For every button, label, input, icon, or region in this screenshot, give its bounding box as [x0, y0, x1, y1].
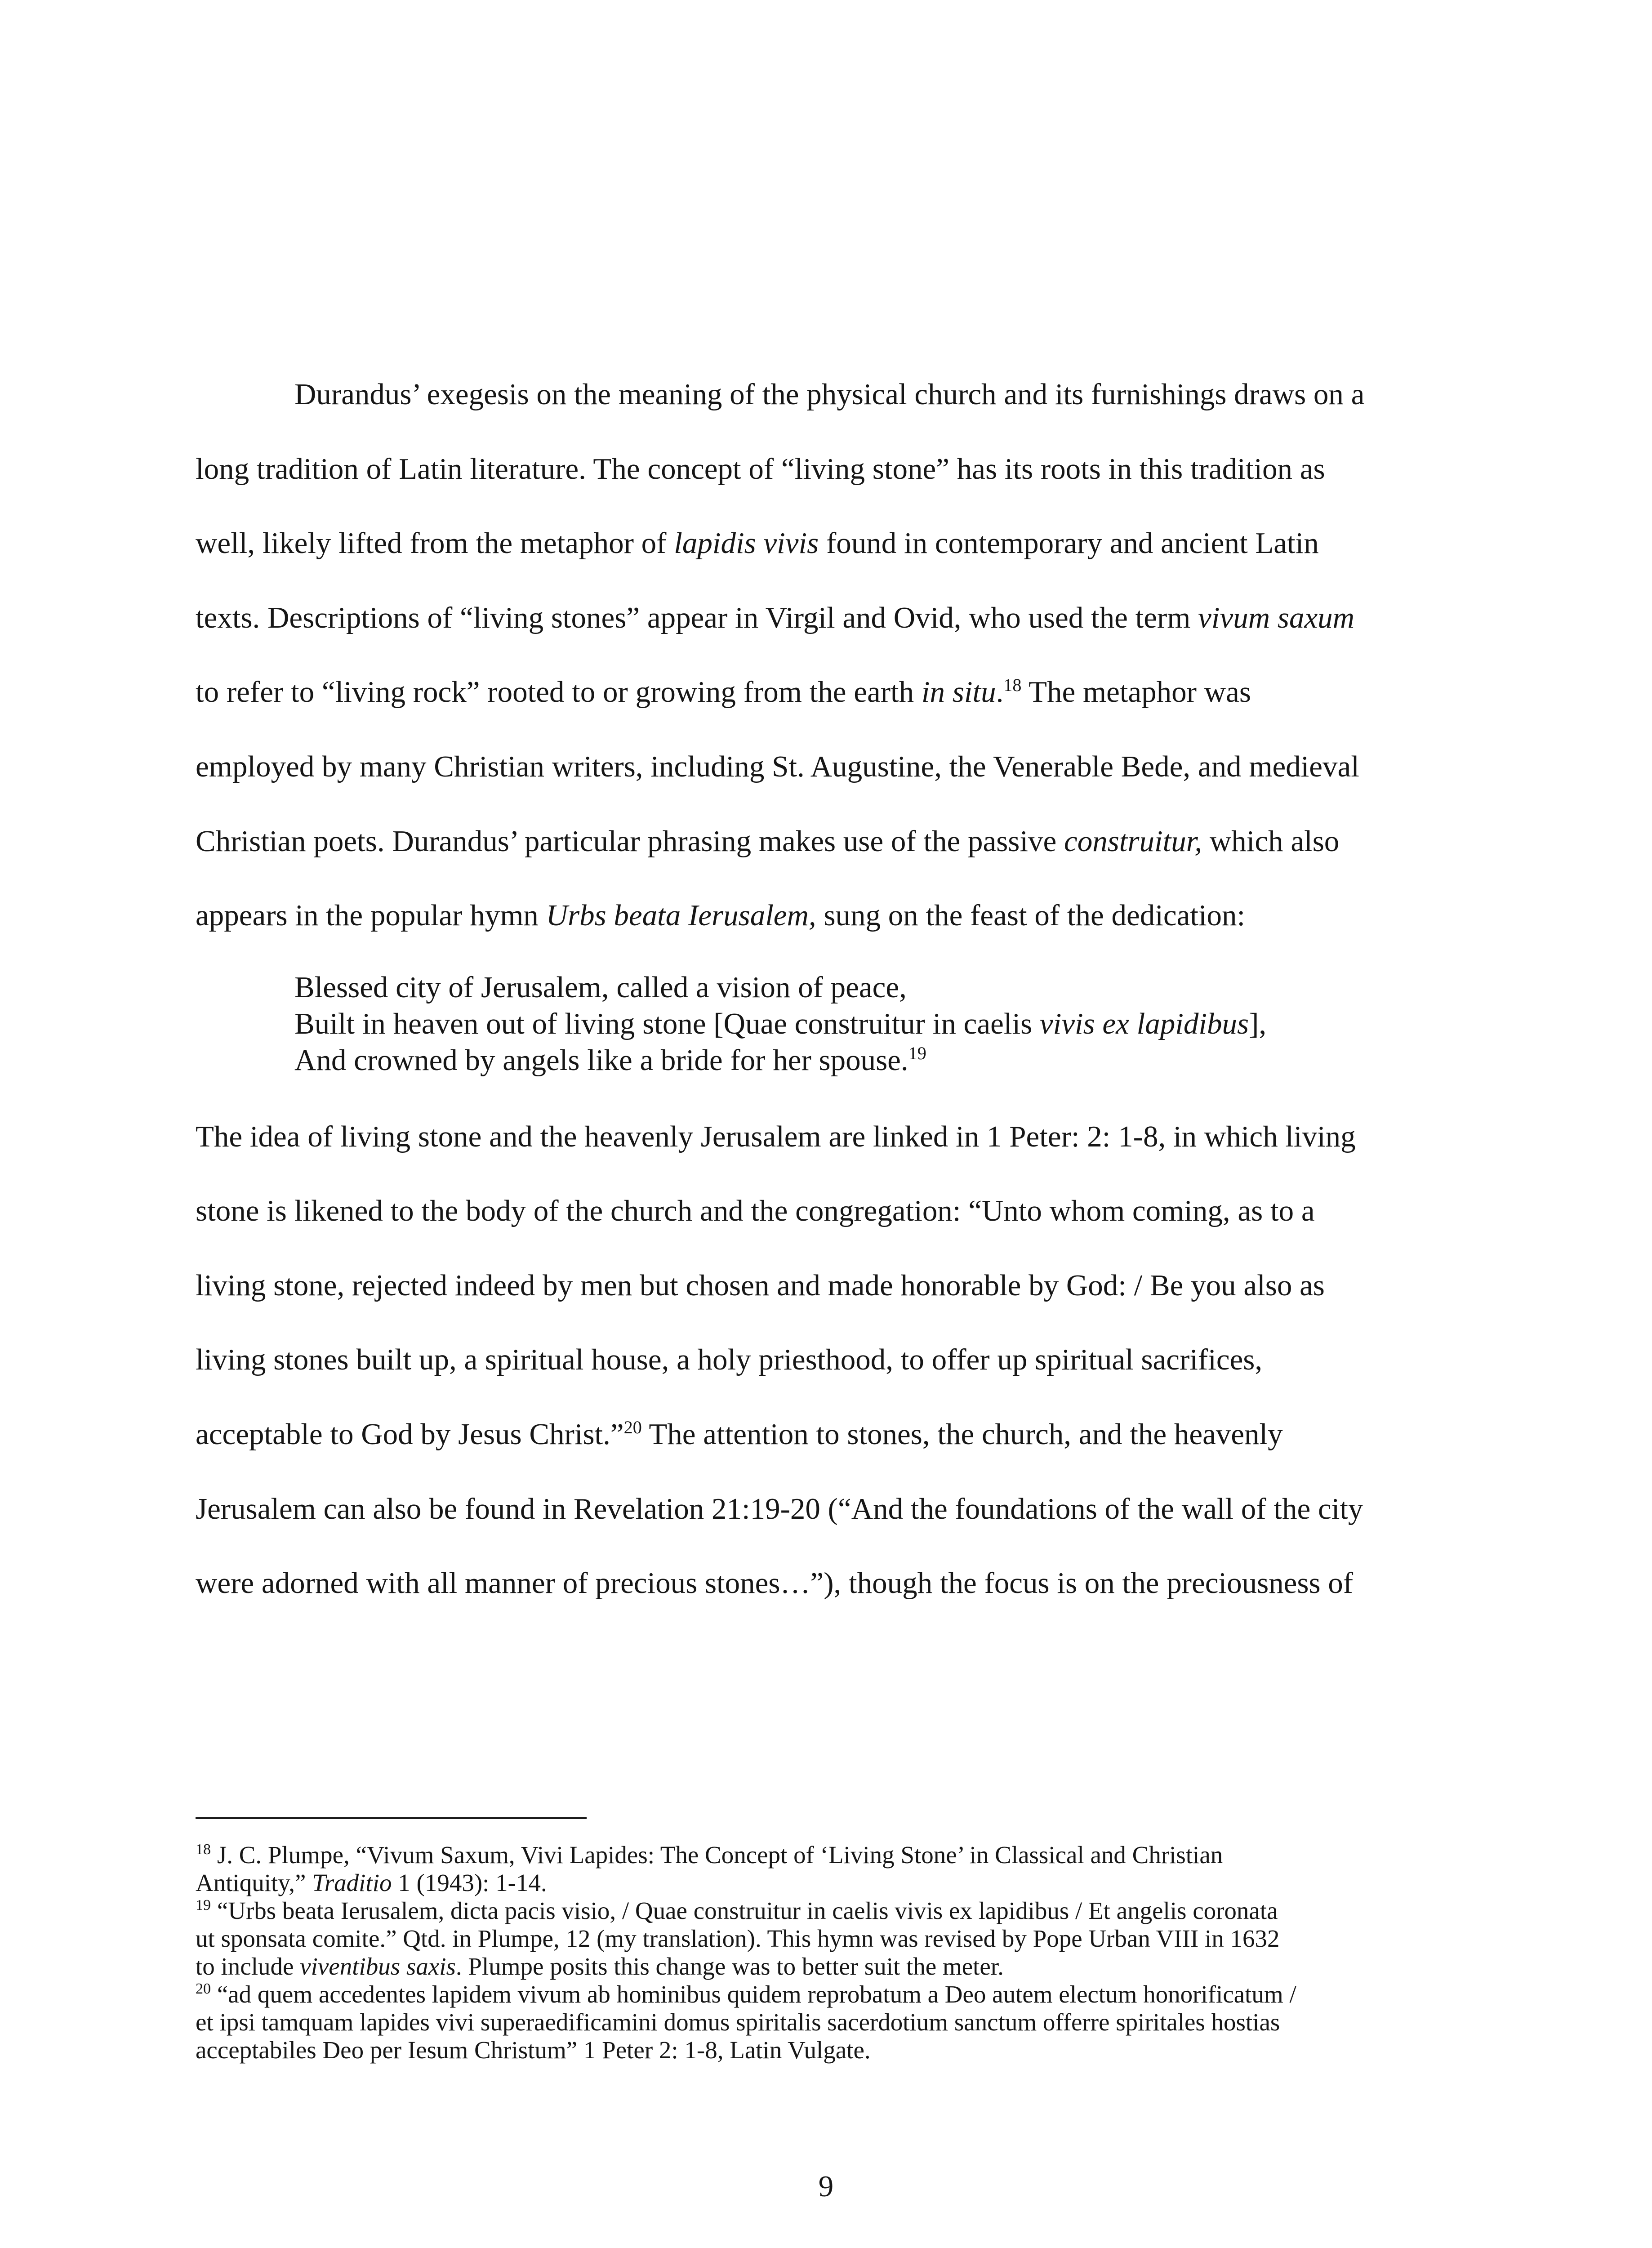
text-run: “ad quem accedentes lapidem vivum ab hominibus quidem reprobatum a Deo autem electum honorificatum / [211, 1980, 1296, 2008]
text-run: ut sponsata comite.” Qtd. in Plumpe, 12 (my translation). This hymn was revised by Pope Urban VIII in 1632 [196, 1925, 1280, 1952]
footnote-ref[interactable]: 19 [908, 1043, 926, 1063]
italic-term: vivum saxum [1198, 601, 1355, 634]
body-line [196, 1345, 1262, 1375]
text-run: . [996, 675, 1004, 709]
block-quote-line [294, 1045, 926, 1075]
text-run: living stone, rejected indeed by men but chosen and made honorable by God: / Be you also as [196, 1269, 1325, 1302]
footnote-20 [196, 1982, 1296, 2007]
body-line [196, 528, 1319, 558]
block-quote-line [294, 1009, 1266, 1039]
body-line [196, 454, 1325, 484]
body-line [196, 1568, 1353, 1598]
footnote-line [196, 2010, 1280, 2034]
text-run: long tradition of Latin literature. The concept of “living stone” has its roots in this tradition as [196, 452, 1325, 486]
text-run: employed by many Christian writers, including St. Augustine, the Venerable Bede, and medieval [196, 750, 1359, 783]
footnote-number: 18 [196, 1841, 211, 1858]
italic-term: vivis ex lapidibus [1039, 1007, 1249, 1040]
text-run: appears in the popular hymn [196, 899, 546, 932]
footnote-separator [196, 1817, 587, 1819]
text-run: acceptabiles Deo per Iesum Christum” 1 Peter 2: 1-8, Latin Vulgate. [196, 2036, 871, 2064]
text-run: And crowned by angels like a bride for her spouse. [294, 1044, 908, 1077]
footnote-line [196, 2038, 871, 2062]
footnote-number: 20 [196, 1980, 211, 1997]
text-run: were adorned with all manner of precious stones…”), though the focus is on the preciousness of [196, 1566, 1354, 1600]
text-run: The metaphor was [1021, 675, 1251, 709]
body-line [196, 674, 1251, 709]
text-run: et ipsi tamquam lapides vivi superaedificamini domus spiritalis sacerdotium sanctum offerre spiritales hostias [196, 2008, 1280, 2036]
text-run: Antiquity,” [196, 1869, 312, 1896]
italic-term: Urbs beata Ierusalem, [546, 899, 816, 932]
italic-term: viventibus saxis [300, 1953, 456, 1980]
text-run: texts. Descriptions of “living stones” appear in Virgil and Ovid, who used the term [196, 601, 1198, 634]
block-quote-line [294, 972, 907, 1003]
text-run: The attention to stones, the church, and the heavenly [641, 1418, 1283, 1451]
italic-term: in situ [921, 675, 996, 709]
footnote-19 [196, 1898, 1278, 1923]
text-run: 1 (1943): 1-14. [392, 1869, 547, 1896]
footnote-line [196, 1870, 547, 1895]
text-run: ], [1249, 1007, 1267, 1040]
footnote-line [196, 1926, 1280, 1951]
italic-term: Traditio [312, 1869, 392, 1896]
footnote-ref[interactable]: 20 [623, 1417, 642, 1437]
text-run: . Plumpe posits this change was to better suit the meter. [455, 1953, 1004, 1980]
text-run: stone is likened to the body of the church and the congregation: “Unto whom coming, as to a [196, 1194, 1315, 1227]
body-line [196, 1494, 1363, 1524]
text-run: which also [1202, 825, 1340, 858]
page-number: 9 [818, 2170, 834, 2203]
text-run: well, likely lifted from the metaphor of [196, 526, 674, 560]
text-run: Built in heaven out of living stone [Quae construitur in caelis [294, 1007, 1040, 1040]
body-line [196, 1196, 1315, 1226]
italic-term: construitur, [1064, 825, 1202, 858]
body-line [196, 1271, 1325, 1301]
body-line [196, 603, 1354, 633]
text-run: Jerusalem can also be found in Revelation 21:19-20 (“And the foundations of the wall of the city [196, 1492, 1363, 1525]
body-line [196, 826, 1339, 856]
text-run: sung on the feast of the dedication: [816, 899, 1246, 932]
italic-term: lapidis vivis [674, 526, 819, 560]
text-run: Durandus’ exegesis on the meaning of the physical church and its furnishings draws on a [294, 378, 1365, 411]
text-run: living stones built up, a spiritual house, a holy priesthood, to offer up spiritual sacrifices, [196, 1343, 1263, 1376]
text-run: Blessed city of Jerusalem, called a vision of peace, [294, 971, 907, 1004]
text-run: to refer to “living rock” rooted to or growing from the earth [196, 675, 922, 709]
text-run: “Urbs beata Ierusalem, dicta pacis visio, / Quae construitur in caelis vivis ex lapidibus / Et angelis coronata [211, 1897, 1278, 1924]
text-run: Christian poets. Durandus’ particular phrasing makes use of the passive [196, 825, 1064, 858]
text-run: acceptable to God by Jesus Christ.” [196, 1418, 624, 1451]
body-line [294, 379, 1364, 410]
text-run: found in contemporary and ancient Latin [819, 526, 1319, 560]
text-run: J. C. Plumpe, “Vivum Saxum, Vivi Lapides: The Concept of ‘Living Stone’ in Classical and Christian [211, 1841, 1223, 1869]
text-run: to include [196, 1953, 300, 1980]
text-run: The idea of living stone and the heavenly Jerusalem are linked in 1 Peter: 2: 1-8, in which living [196, 1120, 1356, 1153]
body-line [196, 901, 1245, 931]
body-line [196, 752, 1359, 782]
footnote-number: 19 [196, 1897, 211, 1913]
body-line [196, 1419, 1283, 1450]
body-line [196, 1122, 1356, 1152]
footnote-ref[interactable]: 18 [1003, 674, 1022, 695]
footnote-18 [196, 1842, 1223, 1867]
footnote-line [196, 1954, 1004, 1979]
